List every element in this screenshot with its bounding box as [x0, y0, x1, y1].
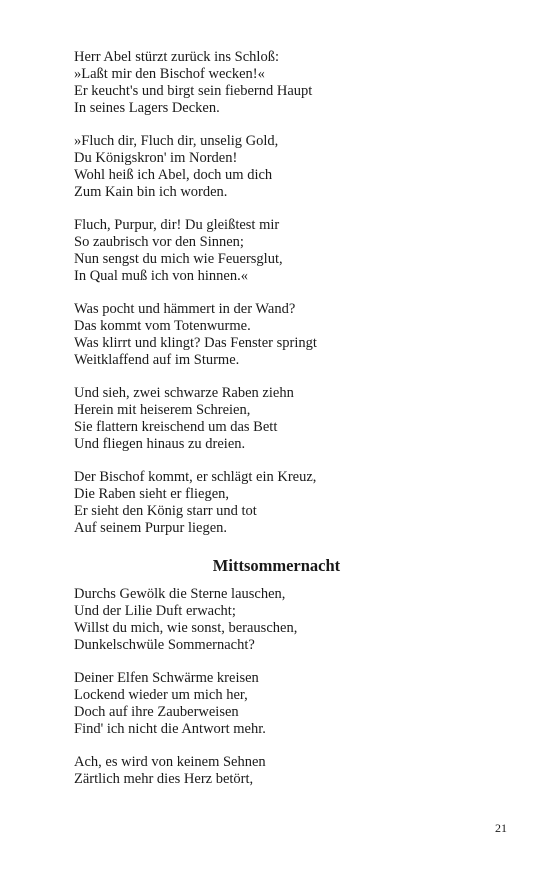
- poem-title: Mittsommernacht: [212, 556, 341, 575]
- verse-line: Doch auf ihre Zauberweisen: [74, 704, 239, 720]
- verse-line: Ach, es wird von keinem Sehnen: [74, 754, 266, 770]
- verse-line: Weitklaffend auf im Sturme.: [74, 352, 240, 368]
- stanza: [74, 49, 494, 117]
- verse-line: In Qual muß ich von hinnen.«: [74, 268, 248, 284]
- verse-line: Herein mit heiserem Schreien,: [74, 402, 251, 418]
- stanza: [74, 469, 494, 537]
- verse-line: Und sieh, zwei schwarze Raben ziehn: [74, 385, 294, 401]
- verse-line: Deiner Elfen Schwärme kreisen: [74, 670, 259, 686]
- verse-line: Er sieht den König starr und tot: [74, 503, 257, 519]
- verse-line: Was klirrt und klingt? Das Fenster springt: [74, 335, 317, 351]
- verse-line: Und fliegen hinaus zu dreien.: [74, 436, 246, 452]
- verse-line: »Laßt mir den Bischof wecken!«: [74, 66, 265, 82]
- verse-line: Sie flattern kreischend um das Bett: [74, 419, 278, 435]
- book-page: [74, 49, 494, 804]
- verse-line: Zärtlich mehr dies Herz betört,: [74, 771, 254, 787]
- verse-line: Auf seinem Purpur liegen.: [74, 520, 228, 536]
- stanza: [74, 133, 494, 201]
- verse-line: Die Raben sieht er fliegen,: [74, 486, 230, 502]
- verse-line: So zaubrisch vor den Sinnen;: [74, 234, 244, 250]
- verse-line: Willst du mich, wie sonst, berauschen,: [74, 620, 298, 636]
- verse-line: Herr Abel stürzt zurück ins Schloß:: [74, 49, 279, 65]
- poem-mittsommernacht: [74, 556, 494, 788]
- page-number: 21: [495, 821, 507, 835]
- stanza: [74, 385, 494, 453]
- verse-line: Wohl heiß ich Abel, doch um dich: [74, 167, 273, 183]
- verse-line: Find' ich nicht die Antwort mehr.: [74, 721, 266, 737]
- poem-continued: [74, 49, 494, 537]
- stanza: [74, 586, 494, 654]
- stanza: [74, 301, 494, 369]
- verse-line: Dunkelschwüle Sommernacht?: [74, 637, 255, 653]
- verse-line: Nun sengst du mich wie Feuersglut,: [74, 251, 283, 267]
- verse-line: Durchs Gewölk die Sterne lauschen,: [74, 586, 286, 602]
- stanza: [74, 670, 494, 738]
- verse-line: Lockend wieder um mich her,: [74, 687, 248, 703]
- verse-line: Das kommt vom Totenwurme.: [74, 318, 251, 334]
- verse-line: »Fluch dir, Fluch dir, unselig Gold,: [74, 133, 279, 149]
- verse-line: Er keucht's und birgt sein fiebernd Haupt: [74, 83, 313, 99]
- verse-line: Fluch, Purpur, dir! Du gleißtest mir: [74, 217, 280, 233]
- stanza: [74, 217, 494, 285]
- verse-line: In seines Lagers Decken.: [74, 100, 220, 116]
- verse-line: Und der Lilie Duft erwacht;: [74, 603, 236, 619]
- verse-line: Der Bischof kommt, er schlägt ein Kreuz,: [74, 469, 317, 485]
- verse-line: Zum Kain bin ich worden.: [74, 184, 228, 200]
- verse-line: Du Königskron' im Norden!: [74, 150, 238, 166]
- stanza: [74, 754, 494, 788]
- verse-line: Was pocht und hämmert in der Wand?: [74, 301, 296, 317]
